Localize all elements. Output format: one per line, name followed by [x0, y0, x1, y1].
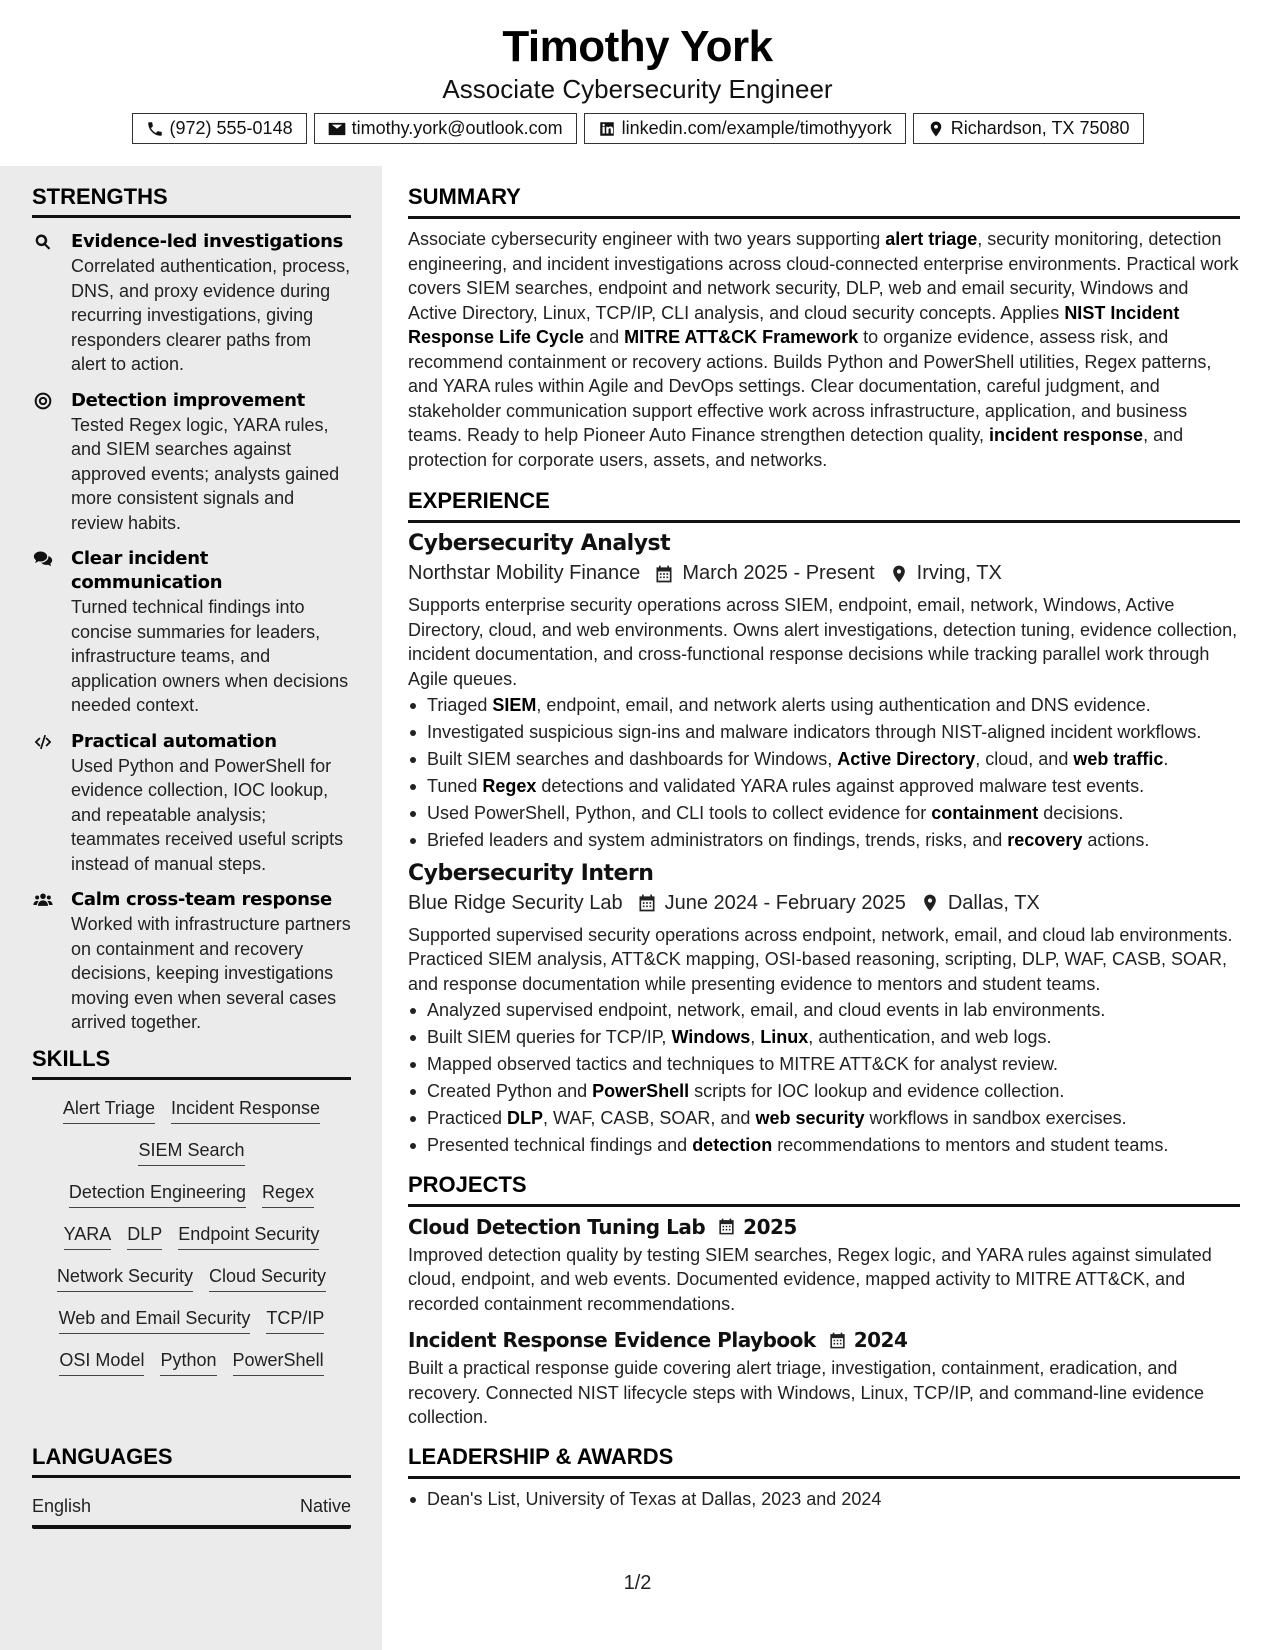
calendar-icon [828, 1331, 847, 1350]
summary-title: SUMMARY [408, 184, 1240, 219]
text-run: Used PowerShell, Python, and CLI tools to collect evidence for [427, 803, 932, 823]
text-run: Investigated suspicious sign-ins and malware indicators through NIST-aligned incident workflows. [427, 722, 1202, 742]
leadership-section [408, 1444, 1240, 1512]
calendar-icon [654, 564, 674, 584]
resume-header [0, 0, 1275, 166]
emphasis-text: SIEM [492, 695, 537, 715]
strengths-section [32, 184, 351, 1047]
bullet-item [408, 828, 1240, 853]
contact-linkedin[interactable] [584, 113, 906, 144]
project-entry [408, 1215, 1240, 1317]
leadership-list [408, 1487, 1240, 1512]
text-run: , WAF, CASB, SOAR, and [543, 1108, 756, 1128]
emphasis-text: web security [755, 1108, 865, 1128]
project-title: Cloud Detection Tuning Lab [408, 1214, 706, 1239]
bullet-item [408, 1025, 1240, 1050]
skills-title: SKILLS [32, 1046, 351, 1080]
text-run: Briefed leaders and system administrators on findings, trends, risks, and [427, 830, 1008, 850]
text-run: , endpoint, email, and network alerts using authentication and DNS evidence. [536, 695, 1151, 715]
job-dates: March 2025 - Present [682, 562, 875, 584]
contact-bar [0, 113, 1275, 144]
skill-tag: SIEM Search [138, 1138, 244, 1166]
job-description: Supported supervised security operations across endpoint, network, email, and cloud lab environments. Practiced SIEM analysis, ATT&CK mapping, OSI-based reasoning, scripting, DLP, WAF, CASB, SOAR, and response documentation while presenting evidence to mentors and student teams. [408, 924, 1233, 994]
bullet-item [408, 1052, 1240, 1077]
project-title: Incident Response Evidence Playbook [408, 1328, 816, 1352]
text-run: recommendations to mentors and student teams. [772, 1135, 1169, 1155]
strength-desc: Used Python and PowerShell for evidence collection, IOC lookup, and repeatable analysis; teammates received useful scripts instead of manual steps. [71, 755, 344, 874]
text-run: detections and validated YARA rules against approved malware test events. [536, 776, 1145, 796]
text-run: Triaged [427, 695, 493, 715]
text-run: Created Python and [427, 1081, 593, 1101]
main-content [408, 166, 1240, 1514]
emphasis-text: PowerShell [592, 1081, 690, 1101]
language-name: English [32, 1496, 92, 1516]
project-description: Built a practical response guide covering alert triage, investigation, containment, eradication, and recovery. Connected NIST lifecycle steps with Windows, Linux, TCP/IP, and command-line evidence collection. [408, 1358, 1205, 1427]
language-level: Native [299, 1496, 351, 1516]
contact-email-text: timothy.york@outlook.com [351, 118, 563, 138]
job-meta [408, 562, 1240, 585]
emphasis-text: Regex [482, 776, 537, 796]
text-run: . [1163, 749, 1169, 769]
bullet-item [408, 693, 1240, 718]
text-run: , security monitoring, detection engineering, and incident investigations across cloud-connected enterprise environments. Practical work covers SIEM searches, endpoint and network security, DLP, web and email security, Windows and Active Directory, Linux, TCP/IP, CLI analysis, and cloud security concepts. Applies [408, 229, 1239, 323]
emphasis-text: containment [931, 803, 1039, 823]
strength-item [32, 888, 351, 1035]
projects-title: PROJECTS [408, 1172, 1240, 1207]
text-run: Built SIEM queries for TCP/IP, [427, 1027, 672, 1047]
skills-row [36, 1180, 347, 1208]
emphasis-text: MITRE ATT&CK Framework [624, 327, 859, 347]
calendar-icon [637, 893, 657, 913]
text-run: Practiced [427, 1108, 508, 1128]
job-dates: June 2024 - February 2025 [664, 891, 906, 914]
text-run: Mapped observed tactics and techniques to MITRE ATT&CK for analyst review. [427, 1054, 1058, 1074]
emphasis-text: recovery [1007, 830, 1083, 850]
skills-row [36, 1264, 347, 1292]
bullet-item [408, 1106, 1240, 1131]
emphasis-text: DLP [507, 1108, 544, 1128]
text-run: Tuned [427, 776, 483, 796]
skills-row [36, 1306, 347, 1334]
strength-desc: Turned technical findings into concise summaries for leaders, infrastructure teams, and application owners when decisions needed context. [71, 597, 349, 715]
project-description: Improved detection quality by testing SIEM searches, Regex logic, and YARA rules against simulated cloud, endpoint, and web events. Documented evidence, mapped activity to MITRE ATT&CK, and recorded containment recommendations. [408, 1244, 1212, 1314]
strength-desc: Correlated authentication, process, DNS, and proxy evidence during recurring investigations, giving responders clearer paths from alert to action. [71, 256, 351, 374]
text-run: , and protection for corporate users, assets, and networks. [408, 425, 1184, 470]
emphasis-text: Linux [760, 1027, 809, 1047]
contact-location-text: Richardson, TX 75080 [950, 118, 1130, 138]
project-year: 2024 [853, 1328, 908, 1352]
skill-tag: DLP [127, 1222, 162, 1250]
emphasis-text: detection [692, 1135, 773, 1155]
strength-desc: Worked with infrastructure partners on containment and recovery decisions, keeping investigations moving even when several cases arrived together. [71, 914, 351, 1032]
skill-tag: Python [160, 1348, 216, 1376]
search-icon [32, 232, 54, 252]
text-run: , [750, 1027, 761, 1047]
skills-row [36, 1096, 347, 1124]
skill-tag: Web and Email Security [59, 1306, 251, 1334]
emphasis-text: incident response [989, 425, 1144, 445]
job-description: Supports enterprise security operations across SIEM, endpoint, email, network, Windows, Active Directory, cloud, and web environments. Owns alert investigations, detection tuning, evidence collection, incident documentation, and cross-functional response decisions while tracking parallel work through Agile queues. [408, 595, 1238, 689]
strength-title: Clear incident communication [71, 548, 223, 593]
text-run: scripts for IOC lookup and evidence collection. [689, 1081, 1065, 1101]
envelope-icon [328, 120, 346, 138]
skill-tag: TCP/IP [266, 1306, 324, 1334]
text-run: Built SIEM searches and dashboards for Windows, [427, 749, 838, 769]
job-company: Blue Ridge Security Lab [408, 891, 623, 914]
contact-phone-text: (972) 555-0148 [169, 118, 293, 138]
text-run: to organize evidence, assess risk, and recommend containment or recovery actions. Builds Python and PowerShell utilities, Regex patterns, and YARA rules within Agile and DevOps settings. Clear documentation, careful judgment, and stakeholder communication support effective work across infrastructure, application, and business teams. Ready to help Pioneer Auto Finance strengthen detection quality, [408, 327, 1212, 445]
map-pin-icon [920, 893, 940, 913]
skill-tag: Alert Triage [63, 1096, 155, 1124]
bullet-item [408, 1133, 1240, 1158]
strengths-title: STRENGTHS [32, 184, 351, 218]
skill-tag: Regex [262, 1180, 314, 1208]
bullet-item [408, 998, 1240, 1023]
strength-title: Practical automation [71, 730, 277, 752]
chat-bubbles-icon [32, 549, 54, 569]
strength-desc: Tested Regex logic, YARA rules, and SIEM searches against approved events; analysts gained more consistent signals and review habits. [71, 414, 340, 533]
job-bullets [408, 998, 1240, 1158]
strength-title: Calm cross-team response [71, 889, 332, 910]
target-icon [32, 391, 54, 411]
map-pin-icon [889, 564, 909, 584]
skill-tag: Endpoint Security [178, 1222, 319, 1250]
experience-title: EXPERIENCE [408, 488, 1240, 523]
job-entry [408, 861, 1240, 1158]
bullet-item [408, 801, 1240, 826]
map-pin-icon [927, 120, 945, 138]
project-heading [408, 1215, 1240, 1239]
candidate-name: Timothy York [502, 22, 773, 71]
contact-phone[interactable] [132, 113, 307, 144]
languages-section [32, 1444, 351, 1529]
emphasis-text: web traffic [1073, 749, 1164, 769]
skill-tag: Cloud Security [209, 1264, 326, 1292]
skills-list [32, 1096, 351, 1376]
leadership-title: LEADERSHIP & AWARDS [408, 1444, 1240, 1479]
text-run: Presented technical findings and [427, 1135, 693, 1155]
job-bullets [408, 693, 1240, 853]
job-title: Cybersecurity Intern [408, 860, 654, 886]
bullet-item [408, 747, 1240, 772]
skill-tag: Incident Response [171, 1096, 320, 1124]
job-location: Dallas, TX [947, 891, 1040, 914]
strength-item [32, 230, 351, 377]
phone-icon [146, 120, 164, 138]
skill-tag: PowerShell [233, 1348, 324, 1376]
text-run: Associate cybersecurity engineer with two years supporting [408, 229, 886, 249]
strength-title: Evidence-led investigations [71, 231, 343, 252]
page-number: 1/2 [623, 1572, 652, 1594]
text-run: workflows in sandbox exercises. [864, 1108, 1127, 1128]
code-icon [32, 732, 54, 752]
job-location: Irving, TX [916, 562, 1002, 584]
job-meta [408, 892, 1240, 915]
job-entry [408, 531, 1240, 853]
job-title: Cybersecurity Analyst [408, 531, 671, 556]
emphasis-text: Windows [671, 1027, 751, 1047]
skills-row [36, 1222, 347, 1250]
skill-tag: Network Security [57, 1264, 193, 1292]
job-company: Northstar Mobility Finance [408, 562, 641, 584]
project-heading [408, 1328, 1240, 1352]
calendar-icon [717, 1217, 736, 1236]
sidebar [0, 166, 382, 1650]
text-run: , authentication, and web logs. [808, 1027, 1052, 1047]
contact-location[interactable] [913, 113, 1144, 144]
contact-email[interactable] [314, 113, 577, 144]
candidate-role: Associate Cybersecurity Engineer [442, 74, 833, 104]
strength-item [32, 547, 351, 718]
strength-item [32, 730, 351, 877]
skill-tag: OSI Model [59, 1348, 144, 1376]
text-run: actions. [1082, 830, 1150, 850]
skill-tag: Detection Engineering [69, 1180, 246, 1208]
skills-section [32, 1046, 351, 1376]
users-icon [32, 890, 54, 910]
text-run: , cloud, and [975, 749, 1074, 769]
linkedin-icon [598, 120, 616, 138]
contact-linkedin-text: linkedin.com/example/timothyyork [621, 118, 892, 138]
emphasis-text: Active Directory [837, 749, 976, 769]
strength-item [32, 389, 351, 536]
text-run: decisions. [1038, 803, 1124, 823]
skills-row [36, 1348, 347, 1376]
languages-title: LANGUAGES [32, 1444, 351, 1478]
skill-tag: YARA [64, 1222, 112, 1250]
summary-text [408, 227, 1240, 472]
text-run: Analyzed supervised endpoint, network, email, and cloud events in lab environments. [427, 1000, 1106, 1020]
bullet-item [408, 720, 1240, 745]
projects-section [408, 1172, 1240, 1430]
skills-row [36, 1138, 347, 1166]
text-run: and [584, 327, 625, 347]
experience-section [408, 488, 1240, 1158]
project-entry [408, 1328, 1240, 1430]
emphasis-text: alert triage [885, 229, 978, 249]
emphasis-text: NIST Incident Response Life Cycle [408, 302, 1180, 347]
language-row [32, 1492, 351, 1529]
list-item: Dean's List, University of Texas at Dallas, 2023 and 2024 [408, 1487, 1240, 1512]
strength-title: Detection improvement [71, 389, 305, 411]
bullet-item [408, 1079, 1240, 1104]
bullet-item [408, 774, 1240, 799]
summary-section [408, 184, 1240, 472]
project-year: 2025 [743, 1214, 797, 1239]
